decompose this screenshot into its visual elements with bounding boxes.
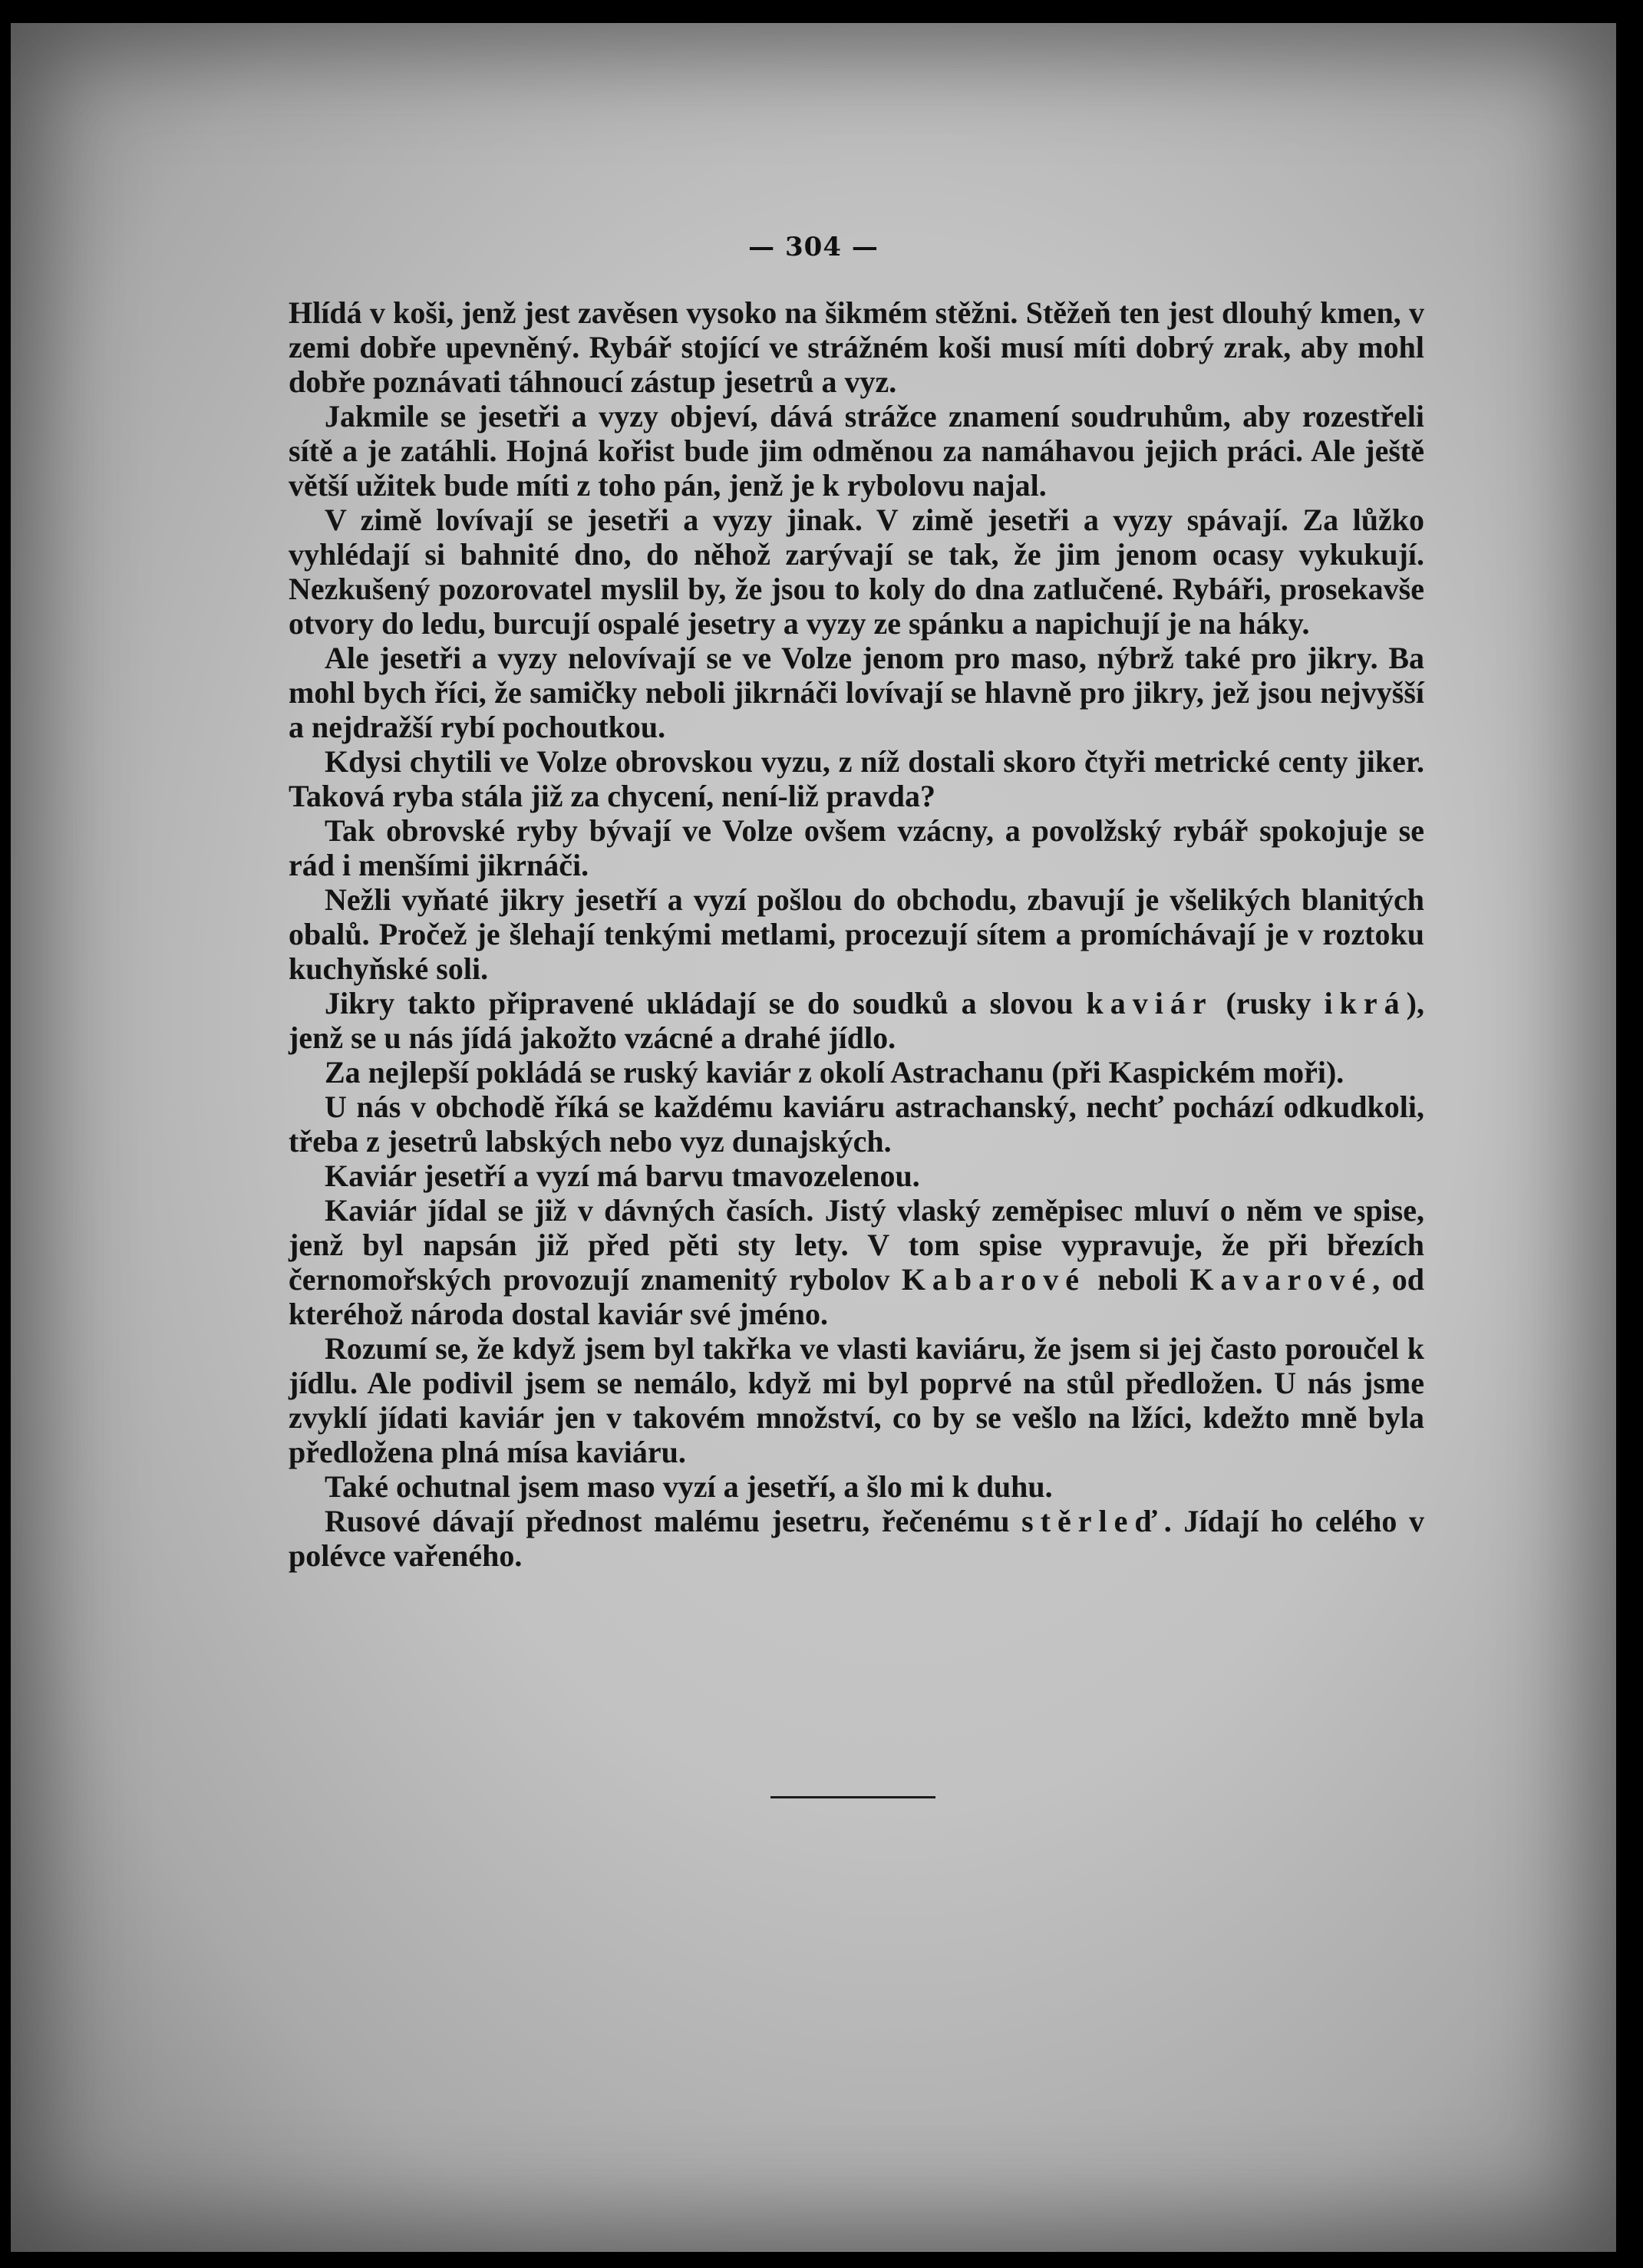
spaced-term: stěrleď — [1021, 1504, 1164, 1538]
text-run: Ale jesetři a vyzy nelovívají se ve Volze jenom pro maso, nýbrž také pro jikry. Ba mohl bych říci, že samičky neboli jikrnáči lovívají se hlavně pro jikry, jež jsou nejvyšší a nejdražší rybí pochoutkou. — [289, 641, 1424, 744]
paragraph — [289, 1089, 1424, 1159]
text-run: U nás v obchodě říká se každému kaviáru astrachanský, nechť pochází odkudkoli, třeba z jesetrů labských nebo vyz dunajských. — [289, 1089, 1424, 1159]
text-run: neboli — [1085, 1262, 1190, 1297]
page-number: — 304 — — [748, 232, 879, 262]
text-run: , od kteréhož národa dostal kaviár své jméno. — [289, 1262, 1424, 1331]
paragraph — [289, 986, 1424, 1055]
paragraph — [289, 813, 1424, 882]
paragraph — [289, 1193, 1424, 1331]
text-run: Kaviár jídal se již v dávných časích. Jistý vlaský zeměpisec mluví o něm ve spise, jenž byl napsán již před pěti sty lety. V tom spise vypravuje, že při březích černomořských provozují znamenitý rybolov — [289, 1193, 1424, 1297]
text-run: Také ochutnal jsem maso vyzí a jesetří, a šlo mi k duhu. — [325, 1469, 1053, 1504]
text-run: Jakmile se jesetři a vyzy objeví, dává strážce znamení soudruhům, aby rozestřeli sítě a je zatáhli. Hojná kořist bude jim odměnou za namáhavou jejich práci. Ale ještě větší užitek bude míti z toho pán, jenž je k rybolovu najal. — [289, 399, 1424, 503]
chapter-end-rule — [770, 1796, 935, 1798]
text-run: Rusové dávají přednost malému jesetru, řečenému — [325, 1504, 1022, 1538]
paragraph — [289, 882, 1424, 986]
paragraph — [289, 1055, 1424, 1089]
paragraph — [289, 641, 1424, 744]
text-run: Kaviár jesetří a vyzí má barvu tmavozelenou. — [325, 1159, 920, 1193]
text-run: . Jídají ho celého v polévce vařeného. — [289, 1504, 1424, 1573]
text-run: Za nejlepší pokládá se ruský kaviár z okolí Astrachanu (při Kaspickém moři). — [325, 1055, 1344, 1089]
body-text — [289, 295, 1424, 1573]
paragraph — [289, 744, 1424, 813]
paragraph — [289, 295, 1424, 399]
paragraph — [289, 399, 1424, 503]
spaced-term: Kavarové — [1189, 1262, 1373, 1297]
paragraph — [289, 503, 1424, 641]
spaced-term: Kabarové — [901, 1262, 1086, 1297]
text-run: Nežli vyňaté jikry jesetří a vyzí pošlou do obchodu, zbavují je všelikých blanitých obalů. Pročež je šlehají tenkými metlami, procezují sítem a promíchávají je v roztoku kuchyňské soli. — [289, 882, 1424, 986]
text-run: ), jenž se u nás jídá jakožto vzácné a drahé jídlo. — [289, 986, 1424, 1055]
spaced-term: kaviár — [1086, 986, 1213, 1020]
text-run: Rozumí se, že když jsem byl takřka ve vlasti kaviáru, že jsem si jej často poroučel k jídlu. Ale podivil jsem se nemálo, když mi byl poprvé na stůl předložen. U nás jsme zvyklí jídati kaviár jen v takovém množství, co by se vešlo na lžíci, kdežto mně byla předložena plná mísa kaviáru. — [289, 1331, 1424, 1469]
text-run: V zimě lovívají se jesetři a vyzy jinak. V zimě jesetři a vyzy spávají. Za lůžko vyhlédají si bahnité dno, do něhož zarývají se tak, že jim jenom ocasy vykukují. Nezkušený pozorovatel myslil by, že jsou to koly do dna zatlučené. Rybáři, prosekavše otvory do ledu, burcují ospalé jesetry a vyzy ze spánku a napichují je na háky. — [289, 503, 1424, 641]
spaced-term: ikrá — [1324, 986, 1407, 1020]
text-run: (rusky — [1212, 986, 1325, 1020]
text-run: Kdysi chytili ve Volze obrovskou vyzu, z níž dostali skoro čtyři metrické centy jiker. Taková ryba stála již za chycení, není-liž pravda? — [289, 744, 1424, 813]
paragraph — [289, 1331, 1424, 1469]
paragraph — [289, 1159, 1424, 1193]
text-run: Jikry takto připravené ukládají se do soudků a slovou — [325, 986, 1087, 1020]
paragraph — [289, 1469, 1424, 1504]
text-run: Tak obrovské ryby bývají ve Volze ovšem vzácny, a povolžský rybář spokojuje se rád i menšími jikrnáči. — [289, 813, 1424, 882]
book-page — [11, 23, 1616, 2252]
text-run: Hlídá v koši, jenž jest zavěsen vysoko na šikmém stěžni. Stěžeň ten jest dlouhý kmen, v zemi dobře upevněný. Rybář stojící ve strážném koši musí míti dobrý zrak, aby mohl dobře poznávati táhnoucí zástup jesetrů a vyz. — [289, 295, 1424, 399]
paragraph — [289, 1504, 1424, 1573]
